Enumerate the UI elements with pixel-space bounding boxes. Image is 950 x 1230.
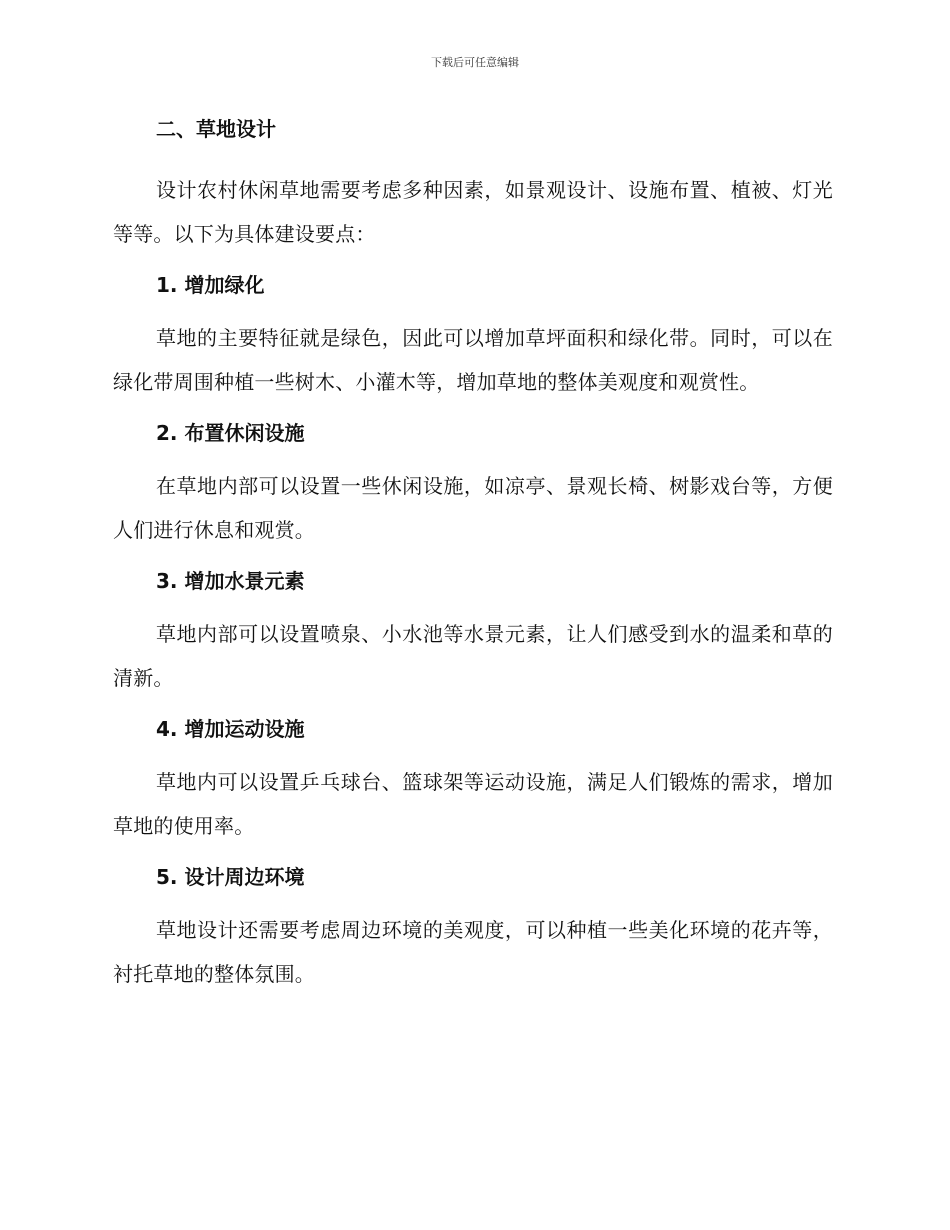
item-title-5: 5. 设计周边环境 xyxy=(156,865,305,889)
intro-paragraph: 设计农村休闲草地需要考虑多种因素，如景观设计、设施布置、植被、灯光等等。以下为具体建设要点： xyxy=(113,178,833,246)
item-title-1: 1. 增加绿化 xyxy=(156,273,265,297)
item-text-4: 草地内可以设置乒乓球台、篮球架等运动设施，满足人们锻炼的需求，增加草地的使用率。 xyxy=(113,770,833,838)
item-text-1: 草地的主要特征就是绿色，因此可以增加草坪面积和绿化带。同时，可以在绿化带周围种植一些树木、小灌木等，增加草地的整体美观度和观赏性。 xyxy=(113,326,833,394)
section-title: 二、草地设计 xyxy=(156,117,276,141)
item-title-3: 3. 增加水景元素 xyxy=(156,569,305,593)
item-text-5: 草地设计还需要考虑周边环境的美观度，可以种植一些美化环境的花卉等，衬托草地的整体氛围。 xyxy=(113,918,833,986)
item-text-2: 在草地内部可以设置一些休闲设施，如凉亭、景观长椅、树影戏台等，方便人们进行休息和观赏。 xyxy=(113,474,833,542)
header-note: 下载后可任意编辑 xyxy=(431,56,519,69)
document-body xyxy=(113,112,833,996)
item-title-4: 4. 增加运动设施 xyxy=(156,717,305,741)
item-text-3: 草地内部可以设置喷泉、小水池等水景元素，让人们感受到水的温柔和草的清新。 xyxy=(113,622,833,690)
item-title-2: 2. 布置休闲设施 xyxy=(156,421,305,445)
